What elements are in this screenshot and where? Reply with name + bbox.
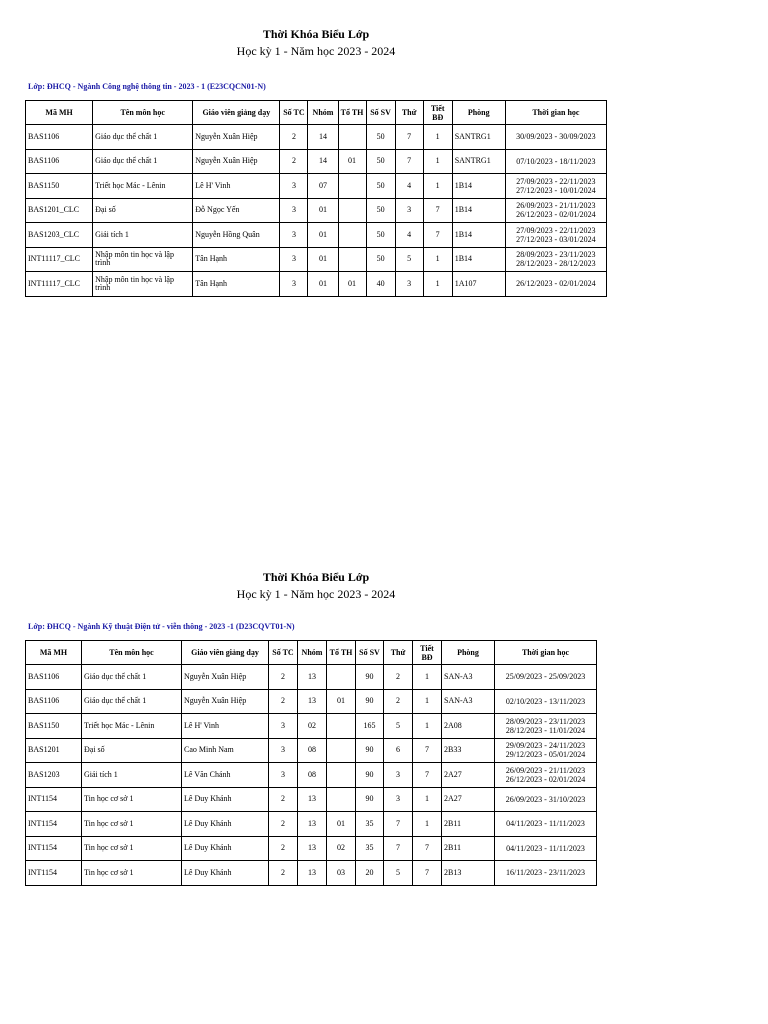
room-cell: SANTRG1: [452, 125, 505, 150]
schedule-2-title: Thời Khóa Biểu Lớp: [262, 570, 370, 584]
column-header: Giáo viên giảng dạy: [182, 641, 269, 665]
table-row: [26, 763, 597, 788]
room-cell: 1A107: [452, 272, 505, 297]
weekday-cell: 7: [384, 812, 413, 837]
group-cell: 13: [298, 787, 327, 812]
start-period-cell: 1: [423, 272, 452, 297]
course-name-cell: Triết học Mác - Lênin: [93, 174, 193, 199]
table-header-row: [26, 101, 607, 125]
table-row: [26, 714, 597, 739]
room-cell: SAN-A3: [442, 665, 495, 690]
start-period-cell: 1: [423, 125, 452, 150]
column-header: Số TC: [269, 641, 298, 665]
column-header: Thời gian học: [505, 101, 606, 125]
group-cell: 13: [298, 836, 327, 861]
time-range-2: 27/12/2023 - 03/01/2024: [516, 234, 596, 244]
table-row: [26, 272, 607, 297]
time-range-1: 26/09/2023 - 21/11/2023: [516, 201, 596, 211]
schedule-2-subtitle: Học kỳ 1 - Năm học 2023 - 2024: [236, 587, 396, 601]
schedule-1-title: Thời Khóa Biểu Lớp: [262, 27, 370, 41]
column-header: Tổ TH: [338, 101, 366, 125]
room-cell: 2A08: [442, 714, 495, 739]
column-header: Thứ: [384, 641, 413, 665]
teacher-cell: Nguyễn Xuân Hiệp: [182, 665, 269, 690]
time-range-1: 04/11/2023 - 11/11/2023: [506, 819, 585, 829]
lab-group-cell: 01: [327, 812, 356, 837]
start-period-cell: 7: [423, 223, 452, 248]
lab-group-cell: [327, 763, 356, 788]
students-cell: 50: [366, 223, 395, 248]
column-header: Giáo viên giảng dạy: [193, 101, 280, 125]
column-header: Tên môn học: [82, 641, 182, 665]
start-period-cell: 1: [413, 665, 442, 690]
weekday-cell: 3: [395, 272, 423, 297]
column-header: Thời gian học: [495, 641, 597, 665]
lab-group-cell: 03: [327, 861, 356, 886]
teacher-cell: Lê H' Vinh: [182, 714, 269, 739]
time-range-1: 27/09/2023 - 22/11/2023: [516, 176, 596, 186]
course-code-cell: INT1154: [26, 787, 82, 812]
schedule-1-class-line: Lớp: ĐHCQ - Ngành Công nghệ thông tin - 2023 - 1 (E23CQCN01-N): [28, 82, 266, 91]
column-header: Mã MH: [26, 101, 93, 125]
course-name-cell: Đại số: [93, 198, 193, 223]
table-header-row: [26, 641, 597, 665]
students-cell: 90: [356, 787, 384, 812]
table-row: [26, 125, 607, 150]
course-name-cell: Tin học cơ sở 1: [82, 861, 182, 886]
time-range-2: 29/12/2023 - 05/01/2024: [505, 750, 586, 760]
group-cell: 08: [298, 763, 327, 788]
teacher-cell: Đỗ Ngọc Yến: [193, 198, 280, 223]
weekday-cell: 3: [384, 787, 413, 812]
schedule-2-table: [25, 640, 597, 886]
weekday-cell: 4: [395, 223, 423, 248]
weekday-cell: 5: [384, 714, 413, 739]
column-header: Số TC: [280, 101, 308, 125]
group-cell: 13: [298, 689, 327, 714]
students-cell: 35: [356, 836, 384, 861]
students-cell: 165: [356, 714, 384, 739]
table-row: [26, 689, 597, 714]
time-range-1: 27/09/2023 - 22/11/2023: [516, 225, 596, 235]
lab-group-cell: [327, 714, 356, 739]
time-range-1: 28/09/2023 - 23/11/2023: [505, 716, 586, 726]
course-code-cell: BAS1150: [26, 714, 82, 739]
time-range-cell: [505, 149, 606, 174]
start-period-cell: 1: [423, 149, 452, 174]
time-range-2: 28/12/2023 - 11/01/2024: [505, 725, 586, 735]
credits-cell: 2: [269, 665, 298, 690]
table-row: [26, 174, 607, 199]
column-header: Số SV: [366, 101, 395, 125]
time-range-1: 26/09/2023 - 21/11/2023: [505, 765, 586, 775]
start-period-cell: 7: [413, 861, 442, 886]
group-cell: 14: [308, 149, 338, 174]
course-name-cell: Tin học cơ sở 1: [82, 836, 182, 861]
table-row: [26, 665, 597, 690]
teacher-cell: Cao Minh Nam: [182, 738, 269, 763]
students-cell: 40: [366, 272, 395, 297]
table-row: [26, 247, 607, 272]
time-range-1: 29/09/2023 - 24/11/2023: [505, 741, 586, 751]
course-code-cell: BAS1106: [26, 689, 82, 714]
schedule-2-class-line: Lớp: ĐHCQ - Ngành Kỹ thuật Điện tử - viễn thông - 2023 -1 (D23CQVT01-N): [28, 622, 295, 631]
time-range-cell: [495, 689, 597, 714]
lab-group-cell: 01: [338, 149, 366, 174]
column-header: Phòng: [442, 641, 495, 665]
time-range-cell: [495, 787, 597, 812]
column-header: Tiết BĐ: [423, 101, 452, 125]
teacher-cell: Lê Duy Khánh: [182, 836, 269, 861]
column-header: Thứ: [395, 101, 423, 125]
room-cell: 1B14: [452, 198, 505, 223]
time-range-1: 26/12/2023 - 02/01/2024: [516, 279, 596, 289]
start-period-cell: 7: [413, 836, 442, 861]
credits-cell: 2: [280, 125, 308, 150]
column-header: Tên môn học: [93, 101, 193, 125]
credits-cell: 3: [280, 198, 308, 223]
weekday-cell: 7: [395, 149, 423, 174]
lab-group-cell: [327, 787, 356, 812]
group-cell: 14: [308, 125, 338, 150]
time-range-cell: [495, 665, 597, 690]
course-name-cell: Tin học cơ sở 1: [82, 787, 182, 812]
teacher-cell: Lê Duy Khánh: [182, 861, 269, 886]
table-row: [26, 149, 607, 174]
room-cell: 1B14: [452, 174, 505, 199]
time-range-cell: [505, 223, 606, 248]
credits-cell: 3: [280, 223, 308, 248]
column-header: Tổ TH: [327, 641, 356, 665]
credits-cell: 2: [269, 689, 298, 714]
students-cell: 50: [366, 198, 395, 223]
start-period-cell: 7: [413, 763, 442, 788]
course-code-cell: INT1154: [26, 812, 82, 837]
start-period-cell: 1: [413, 689, 442, 714]
start-period-cell: 1: [413, 714, 442, 739]
credits-cell: 3: [269, 763, 298, 788]
start-period-cell: 1: [413, 812, 442, 837]
course-code-cell: BAS1203: [26, 763, 82, 788]
time-range-1: 02/10/2023 - 13/11/2023: [505, 696, 586, 706]
weekday-cell: 4: [395, 174, 423, 199]
lab-group-cell: [327, 665, 356, 690]
weekday-cell: 7: [384, 836, 413, 861]
room-cell: 2B13: [442, 861, 495, 886]
group-cell: 13: [298, 861, 327, 886]
group-cell: 13: [298, 665, 327, 690]
room-cell: SANTRG1: [452, 149, 505, 174]
weekday-cell: 7: [395, 125, 423, 150]
column-header: Tiết BĐ: [413, 641, 442, 665]
students-cell: 50: [366, 174, 395, 199]
room-cell: SAN-A3: [442, 689, 495, 714]
group-cell: 07: [308, 174, 338, 199]
schedule-1-subtitle: Học kỳ 1 - Năm học 2023 - 2024: [236, 44, 396, 58]
table-row: [26, 738, 597, 763]
teacher-cell: Lê Duy Khánh: [182, 812, 269, 837]
time-range-2: 28/12/2023 - 28/12/2023: [516, 259, 596, 269]
time-range-cell: [505, 272, 606, 297]
students-cell: 50: [366, 125, 395, 150]
credits-cell: 3: [280, 272, 308, 297]
teacher-cell: Nguyễn Xuân Hiệp: [193, 149, 280, 174]
group-cell: 01: [308, 198, 338, 223]
course-code-cell: BAS1106: [26, 125, 93, 150]
column-header: Nhóm: [298, 641, 327, 665]
time-range-cell: [505, 174, 606, 199]
weekday-cell: 3: [384, 763, 413, 788]
course-name-cell: Tin học cơ sở 1: [82, 812, 182, 837]
course-name-cell: Triết học Mác - Lênin: [82, 714, 182, 739]
course-name-cell: Giáo dục thể chất 1: [82, 689, 182, 714]
time-range-2: 27/12/2023 - 10/01/2024: [516, 185, 596, 195]
students-cell: 90: [356, 738, 384, 763]
weekday-cell: 5: [384, 861, 413, 886]
room-cell: 2B33: [442, 738, 495, 763]
lab-group-cell: [338, 125, 366, 150]
time-range-cell: [505, 125, 606, 150]
teacher-cell: Tân Hạnh: [193, 247, 280, 272]
credits-cell: 2: [269, 861, 298, 886]
start-period-cell: 1: [423, 247, 452, 272]
teacher-cell: Nguyễn Hồng Quân: [193, 223, 280, 248]
time-range-cell: [495, 861, 597, 886]
time-range-cell: [495, 812, 597, 837]
table-row: [26, 787, 597, 812]
room-cell: 1B14: [452, 223, 505, 248]
course-code-cell: INT11117_CLC: [26, 272, 93, 297]
weekday-cell: 2: [384, 689, 413, 714]
credits-cell: 2: [269, 836, 298, 861]
time-range-1: 16/11/2023 - 23/11/2023: [506, 868, 585, 878]
course-name-cell: Giải tích 1: [82, 763, 182, 788]
course-name-cell: Giải tích 1: [93, 223, 193, 248]
students-cell: 90: [356, 689, 384, 714]
weekday-cell: 3: [395, 198, 423, 223]
table-row: [26, 861, 597, 886]
credits-cell: 3: [280, 247, 308, 272]
group-cell: 13: [298, 812, 327, 837]
column-header: Nhóm: [308, 101, 338, 125]
column-header: Phòng: [452, 101, 505, 125]
room-cell: 2B11: [442, 812, 495, 837]
weekday-cell: 2: [384, 665, 413, 690]
group-cell: 01: [308, 223, 338, 248]
time-range-1: 25/09/2023 - 25/09/2023: [505, 672, 586, 682]
room-cell: 1B14: [452, 247, 505, 272]
table-row: [26, 223, 607, 248]
students-cell: 50: [366, 247, 395, 272]
students-cell: 35: [356, 812, 384, 837]
course-code-cell: INT1154: [26, 861, 82, 886]
students-cell: 50: [366, 149, 395, 174]
teacher-cell: Nguyễn Xuân Hiệp: [182, 689, 269, 714]
lab-group-cell: [327, 738, 356, 763]
time-range-1: 28/09/2023 - 23/11/2023: [516, 250, 596, 260]
course-name-cell: Đại số: [82, 738, 182, 763]
lab-group-cell: [338, 198, 366, 223]
teacher-cell: Lê Văn Chánh: [182, 763, 269, 788]
credits-cell: 3: [269, 738, 298, 763]
table-row: [26, 198, 607, 223]
credits-cell: 2: [280, 149, 308, 174]
group-cell: 01: [308, 272, 338, 297]
group-cell: 01: [308, 247, 338, 272]
schedule-1-table: [25, 100, 607, 297]
course-name-cell: Nhập môn tin học và lập trình: [93, 272, 193, 297]
students-cell: 20: [356, 861, 384, 886]
time-range-1: 07/10/2023 - 18/11/2023: [516, 156, 596, 166]
course-code-cell: INT1154: [26, 836, 82, 861]
teacher-cell: Nguyễn Xuân Hiệp: [193, 125, 280, 150]
course-name-cell: Giáo dục thể chất 1: [93, 149, 193, 174]
course-code-cell: BAS1150: [26, 174, 93, 199]
credits-cell: 3: [269, 714, 298, 739]
table-row: [26, 812, 597, 837]
start-period-cell: 1: [413, 787, 442, 812]
room-cell: 2A27: [442, 787, 495, 812]
column-header: Số SV: [356, 641, 384, 665]
weekday-cell: 6: [384, 738, 413, 763]
time-range-cell: [505, 198, 606, 223]
teacher-cell: Lê H' Vinh: [193, 174, 280, 199]
course-code-cell: INT11117_CLC: [26, 247, 93, 272]
time-range-cell: [495, 763, 597, 788]
table-row: [26, 836, 597, 861]
lab-group-cell: 01: [327, 689, 356, 714]
time-range-1: 30/09/2023 - 30/09/2023: [516, 132, 596, 142]
group-cell: 02: [298, 714, 327, 739]
room-cell: 2A27: [442, 763, 495, 788]
time-range-1: 26/09/2023 - 31/10/2023: [505, 794, 586, 804]
course-code-cell: BAS1106: [26, 665, 82, 690]
lab-group-cell: [338, 174, 366, 199]
students-cell: 90: [356, 665, 384, 690]
start-period-cell: 1: [423, 174, 452, 199]
teacher-cell: Lê Duy Khánh: [182, 787, 269, 812]
lab-group-cell: 02: [327, 836, 356, 861]
lab-group-cell: [338, 223, 366, 248]
course-name-cell: Giáo dục thể chất 1: [82, 665, 182, 690]
credits-cell: 2: [269, 812, 298, 837]
time-range-cell: [495, 836, 597, 861]
time-range-cell: [495, 738, 597, 763]
time-range-2: 26/12/2023 - 02/01/2024: [505, 774, 586, 784]
course-code-cell: BAS1201: [26, 738, 82, 763]
credits-cell: 2: [269, 787, 298, 812]
lab-group-cell: 01: [338, 272, 366, 297]
course-code-cell: BAS1106: [26, 149, 93, 174]
time-range-2: 26/12/2023 - 02/01/2024: [516, 210, 596, 220]
teacher-cell: Tân Hạnh: [193, 272, 280, 297]
course-code-cell: BAS1203_CLC: [26, 223, 93, 248]
course-name-cell: Nhập môn tin học và lập trình: [93, 247, 193, 272]
course-code-cell: BAS1201_CLC: [26, 198, 93, 223]
course-name-cell: Giáo dục thể chất 1: [93, 125, 193, 150]
weekday-cell: 5: [395, 247, 423, 272]
time-range-1: 04/11/2023 - 11/11/2023: [506, 843, 585, 853]
group-cell: 08: [298, 738, 327, 763]
time-range-cell: [495, 714, 597, 739]
start-period-cell: 7: [413, 738, 442, 763]
students-cell: 90: [356, 763, 384, 788]
column-header: Mã MH: [26, 641, 82, 665]
lab-group-cell: [338, 247, 366, 272]
credits-cell: 3: [280, 174, 308, 199]
start-period-cell: 7: [423, 198, 452, 223]
time-range-cell: [505, 247, 606, 272]
room-cell: 2B11: [442, 836, 495, 861]
